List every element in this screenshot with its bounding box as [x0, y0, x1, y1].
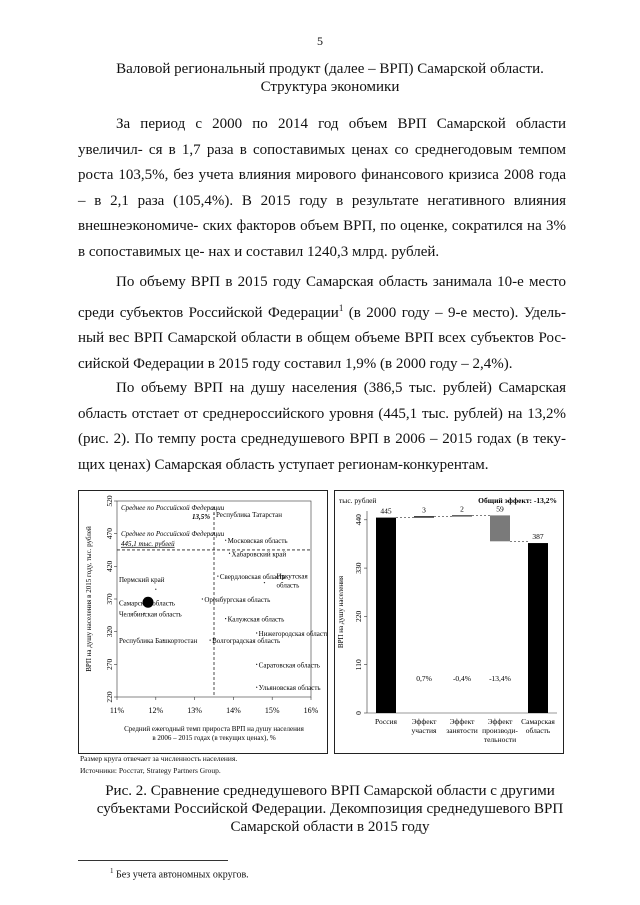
- paragraph-2: [78, 270, 566, 377]
- category-label: участия: [411, 726, 437, 735]
- bar: [490, 515, 510, 541]
- x-tick-label: 12%: [148, 706, 164, 715]
- category-label: Эффект: [449, 717, 475, 726]
- y-tick-label: 220: [105, 691, 114, 703]
- y-tick-label: 0: [354, 711, 363, 715]
- footnote-mark: 1: [110, 867, 114, 875]
- bar: [452, 515, 472, 516]
- paragraph-3: [78, 376, 566, 478]
- bar-value-label: 59: [496, 504, 504, 514]
- p2-line: (в 2000 году – 9-е место). Удель-: [343, 304, 566, 321]
- p2-line: ный вес ВРП Самарской области в общем объеме ВРП всех субъектов Рос-: [78, 330, 566, 347]
- x-axis-title-line1: Средний ежегодный темп прироста ВРП на душу населения: [124, 725, 304, 733]
- bar-value-label: 2: [460, 504, 464, 514]
- footnote-reference: 1: [338, 302, 344, 313]
- x-tick-label: 15%: [264, 706, 280, 715]
- point-label: Иркутская: [276, 572, 308, 581]
- data-point: [256, 664, 257, 665]
- bar-percent-label: 0,7%: [416, 674, 432, 683]
- p3-line: (рис. 2). По темпу роста среднедушевого ВРП в 2006 – 2015 годах (в теку-: [78, 431, 566, 448]
- point-label: Самарская область: [119, 599, 176, 608]
- data-point: [210, 640, 211, 641]
- p1-line: без учета влияния мирового финансового кризиса 2008 года – в 2,1 раза: [78, 167, 566, 209]
- point-label: Пермский край: [119, 576, 165, 585]
- data-point: [256, 687, 257, 688]
- data-point: [217, 576, 218, 577]
- scatter-source: Источники: Росстат, Strategy Partners Group.: [80, 766, 221, 775]
- caption-line-3: Самарской области в 2015 году: [230, 819, 430, 835]
- point-label: Калужская область: [227, 615, 285, 624]
- category-label: производи-: [482, 726, 518, 735]
- p3-line: область отстает от среднероссийского уровня (445,1 тыс. рублей) на 13,2%: [78, 405, 566, 422]
- x-tick-label: 11%: [109, 706, 125, 715]
- y-tick-label: 320: [105, 626, 114, 638]
- x-axis-title-line2: в 2006 – 2015 годах (в текущих ценах), %: [152, 734, 276, 742]
- p3-line: щих ценах) Самарская область уступает регионам-конкурентам.: [78, 456, 489, 473]
- y-tick-label: 220: [354, 610, 363, 623]
- category-label: Эффект: [411, 717, 437, 726]
- p2-line: По объему ВРП в 2015 году Самарская область занимала 10-е место: [116, 274, 566, 290]
- category-label: область: [525, 726, 551, 735]
- page-number: 5: [317, 34, 323, 48]
- p2-line: сийской Федерации в 2015 году составил 1,9% (в 2000 году – 2,4%).: [78, 355, 513, 372]
- bar: [414, 516, 434, 517]
- y-axis-title: ВРП на душу населения: [337, 575, 345, 649]
- y-average-value: 445,1 тыс. рублей: [121, 539, 175, 548]
- x-average-label: Среднее по Российской Федерации: [121, 504, 225, 512]
- heading-line-1: Валовой региональный продукт (далее – ВРП) Самарской области.: [116, 61, 544, 77]
- paragraph-1: [78, 112, 566, 266]
- y-tick-label: 470: [105, 528, 114, 540]
- point-label: Нижегородская область: [258, 629, 327, 638]
- y-tick-label: 440: [354, 514, 363, 526]
- point-label: Республика Татарстан: [216, 511, 283, 520]
- waterfall-chart: [335, 491, 563, 753]
- bar: [528, 543, 548, 713]
- bar-value-label: 3: [422, 505, 426, 515]
- p1-line: ских факторов объем ВРП, по оценке, сократился на 3% в сопоставимых це-: [78, 218, 566, 260]
- data-point: [256, 632, 257, 633]
- x-tick-label: 13%: [187, 706, 202, 715]
- bar-value-label: 387: [532, 532, 544, 542]
- unit-label: тыс. рублей: [339, 496, 377, 505]
- y-tick-label: 520: [105, 495, 114, 507]
- total-effect-label: Общий эффект: -13,2%: [478, 496, 557, 505]
- point-label: Саратовская область: [258, 661, 320, 670]
- data-point: [225, 540, 226, 541]
- y-tick-label: 420: [105, 560, 114, 572]
- point-label: Хабаровский край: [231, 550, 287, 559]
- data-point: [264, 582, 265, 583]
- scatter-chart: [79, 491, 327, 753]
- x-tick-label: 16%: [303, 706, 319, 715]
- y-axis-title: ВРП на душу населения в 2015 году, тыс. рублей: [85, 526, 93, 672]
- section-heading: [70, 60, 590, 96]
- y-average-label: Среднее по Российской Федерации: [121, 529, 225, 538]
- data-point: [229, 553, 230, 554]
- scatter-note: Размер круга отвечает за численность населения.: [80, 754, 238, 763]
- x-average-value: 13,5%: [192, 513, 211, 521]
- footnote-divider: [78, 860, 228, 861]
- data-point: [155, 589, 156, 590]
- point-label: Республика Башкортостан: [119, 637, 198, 646]
- footnote-text: Без учета автономных округов.: [113, 869, 249, 881]
- y-tick-label: 270: [105, 658, 114, 670]
- data-point: [225, 618, 226, 619]
- p1-line: нах и составил 1240,3 млрд. рублей.: [208, 243, 440, 260]
- y-tick-label: 330: [354, 562, 363, 574]
- category-label: тельности: [483, 735, 517, 744]
- x-tick-label: 14%: [226, 706, 241, 715]
- bar-percent-label: -13,4%: [489, 674, 511, 683]
- p1-line: (105,4%). В 2015 году в результате негативного влияния внешнеэкономиче-: [78, 192, 567, 235]
- point-label: Оренбургская область: [204, 596, 271, 604]
- point-label: Ульяновская область: [258, 684, 321, 693]
- data-point: [213, 513, 214, 514]
- point-label: область: [276, 581, 300, 590]
- p1-line: ся в 1,7 раза в сопоставимых ценах со среднегодовым темпом роста 103,5%,: [78, 141, 567, 184]
- figure-caption: [70, 782, 590, 836]
- p1-line: За период с 2000 по 2014 год объем ВРП Самарской области увеличил-: [78, 116, 566, 158]
- category-label: Эффект: [487, 717, 513, 726]
- heading-line-2: Структура экономики: [260, 79, 400, 95]
- point-label: Волгоградская область: [212, 637, 281, 646]
- caption-line-1: Рис. 2. Сравнение среднедушевого ВРП Самарской области с другими: [105, 783, 555, 799]
- p2-line: среди субъектов Российской Федерации: [78, 304, 339, 321]
- bar: [376, 518, 396, 713]
- category-label: Россия: [374, 717, 398, 726]
- point-label: Челябинская область: [119, 610, 182, 619]
- point-label: Московская область: [227, 537, 288, 546]
- bar-value-label: 445: [380, 506, 392, 516]
- caption-line-2: субъектами Российской Федерации. Декомпозиция среднедушевого ВРП: [96, 801, 564, 817]
- scatter-chart-frame: [78, 490, 328, 754]
- data-point: [202, 598, 203, 599]
- y-tick-label: 370: [105, 593, 114, 605]
- bar-percent-label: -0,4%: [452, 674, 472, 683]
- p3-line: По объему ВРП на душу населения (386,5 тыс. рублей) Самарская: [116, 380, 566, 396]
- point-label: Свердловская область: [219, 573, 286, 582]
- waterfall-chart-frame: [334, 490, 564, 754]
- footnote: [110, 867, 249, 880]
- category-label: занятости: [446, 726, 478, 735]
- y-tick-label: 110: [354, 659, 363, 671]
- category-label: Самарская: [521, 717, 555, 726]
